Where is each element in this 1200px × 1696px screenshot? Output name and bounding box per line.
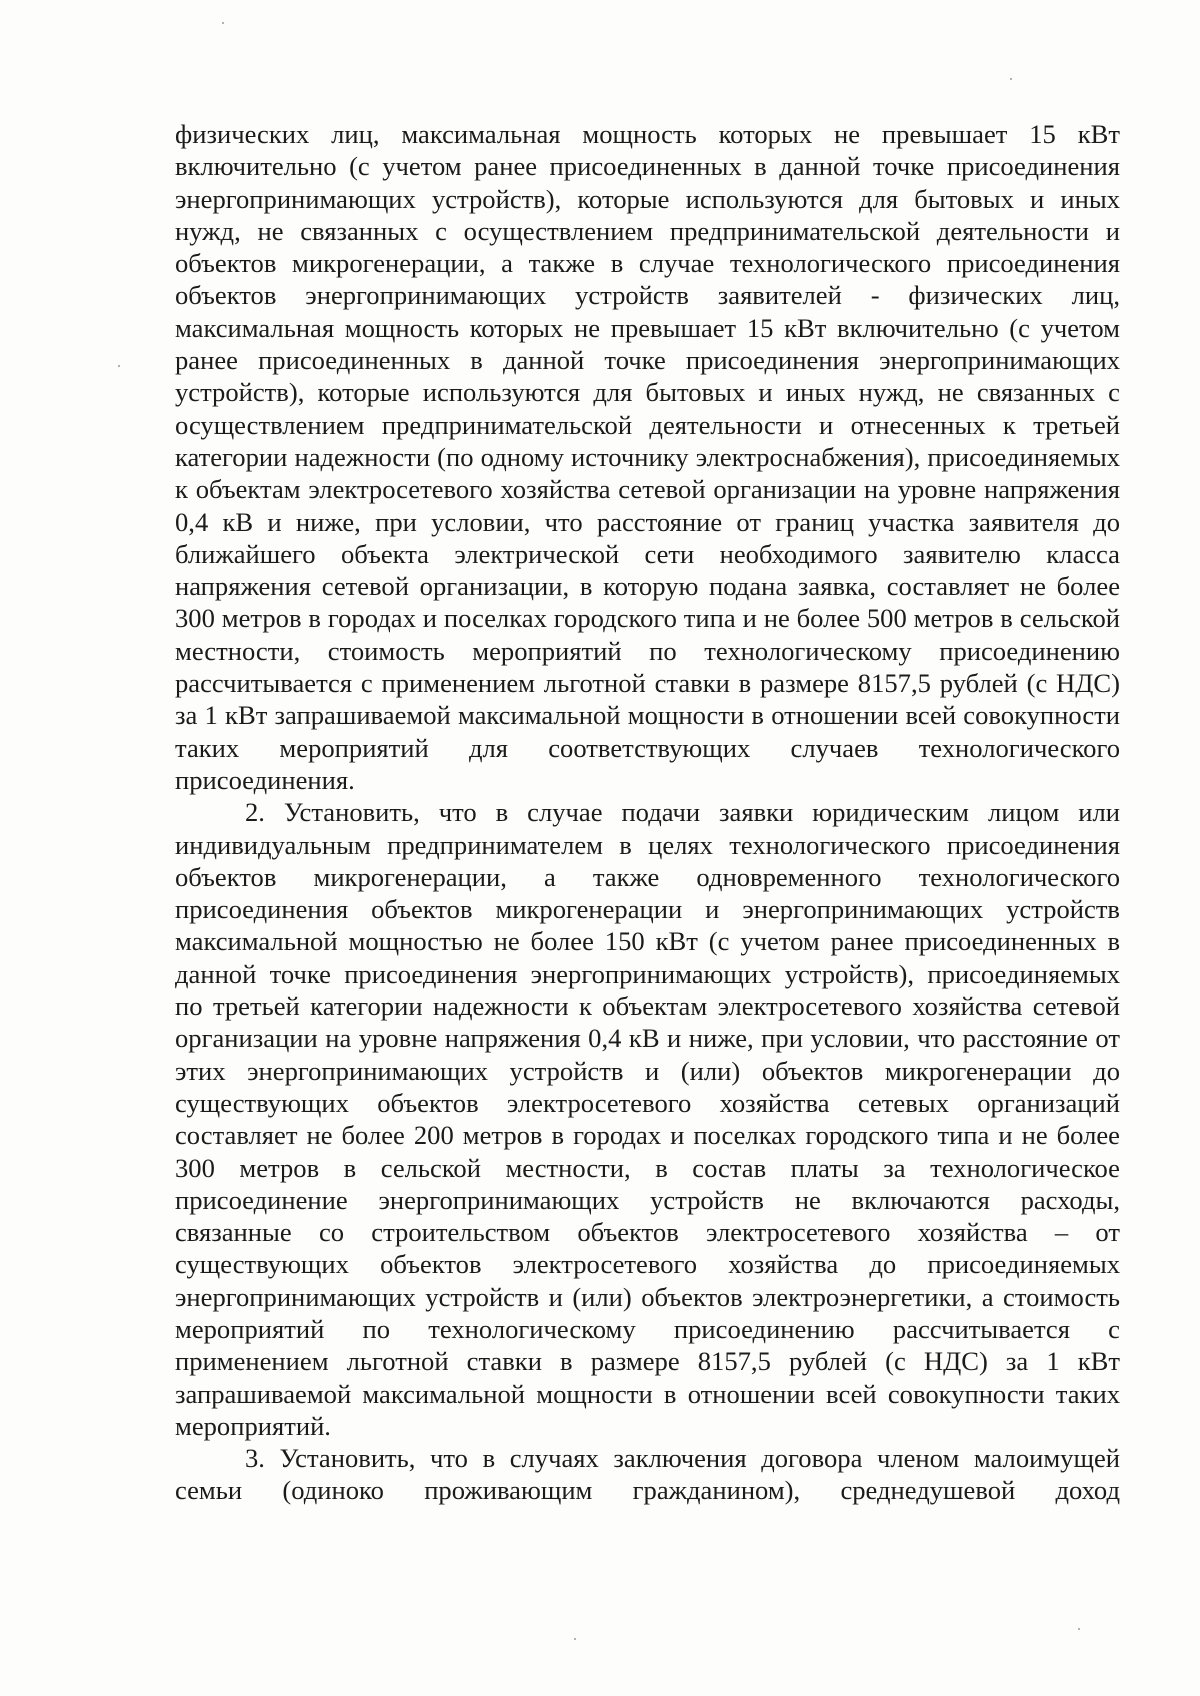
paragraph-item-2: 2. Установить, что в случае подачи заявки юридическим лицом или индивидуальным предпринимателем в целях технологического присоединения объектов микрогенерации, а также одновременного технологического присоединения объектов микрогенерации и энергопринимающих устройств максимальной мощностью не более 150 кВт (с учетом ранее присоединенных в данной точке присоединения энергопринимающих устройств), присоединяемых по третьей категории надежности к объектам электросетевого хозяйства сетевой организации на уровне напряжения 0,4 кВ и ниже, при условии, что расстояние от этих энергопринимающих устройств и (или) объектов микрогенерации до существующих объектов электросетевого хозяйства сетевых организаций составляет не более 200 метров в городах и поселках городского типа и не более 300 метров в сельской местности, в состав платы за технологическое присоединение энергопринимающих устройств не включаются расходы, связанные со строительством объектов электросетевого хозяйства – от существующих объектов электросетевого хозяйства до присоединяемых энергопринимающих устройств и (или) объектов электроэнергетики, а стоимость мероприятий по технологическому присоединению рассчитывается с применением льготной ставки в размере 8157,5 рублей (с НДС) за 1 кВт запрашиваемой максимальной мощности в отношении всей совокупности таких мероприятий. [175,797,1120,1441]
paragraph-continued: физических лиц, максимальная мощность которых не превышает 15 кВт включительно (с учетом ранее присоединенных в данной точке присоединения энергопринимающих устройств), которые используются для бытовых и иных нужд, не связанных с осуществлением предпринимательской деятельности и объектов микрогенерации, а также в случае технологического присоединения объектов энергопринимающих устройств заявителей - физических лиц, максимальная мощность которых не превышает 15 кВт включительно (с учетом ранее присоединенных в данной точке присоединения энергопринимающих устройств), которые используются для бытовых и иных нужд, не связанных с осуществлением предпринимательской деятельности и отнесенных к третьей категории надежности (по одному источнику электроснабжения), присоединяемых к объектам электросетевого хозяйства сетевой организации на уровне напряжения 0,4 кВ и ниже, при условии, что расстояние от границ участка заявителя до ближайшего объекта электрической сети необходимого заявителю класса напряжения сетевой организации, в которую подана заявка, составляет не более 300 метров в городах и поселках городского типа и не более 500 метров в сельской местности, стоимость мероприятий по технологическому присоединению рассчитывается с применением льготной ставки в размере 8157,5 рублей (с НДС) за 1 кВт запрашиваемой максимальной мощности в отношении всей совокупности таких мероприятий для соответствующих случаев технологического присоединения. [175,119,1120,795]
scan-speck [1010,78,1012,80]
paragraph-item-3: 3. Установить, что в случаях заключения договора членом малоимущей семьи (одиноко проживающим гражданином), среднедушевой доход [175,1443,1120,1506]
scan-speck [118,365,120,367]
document-body [175,118,1120,1507]
scan-speck [1078,1628,1080,1630]
scan-speck [222,22,224,24]
scan-speck [574,1638,576,1640]
